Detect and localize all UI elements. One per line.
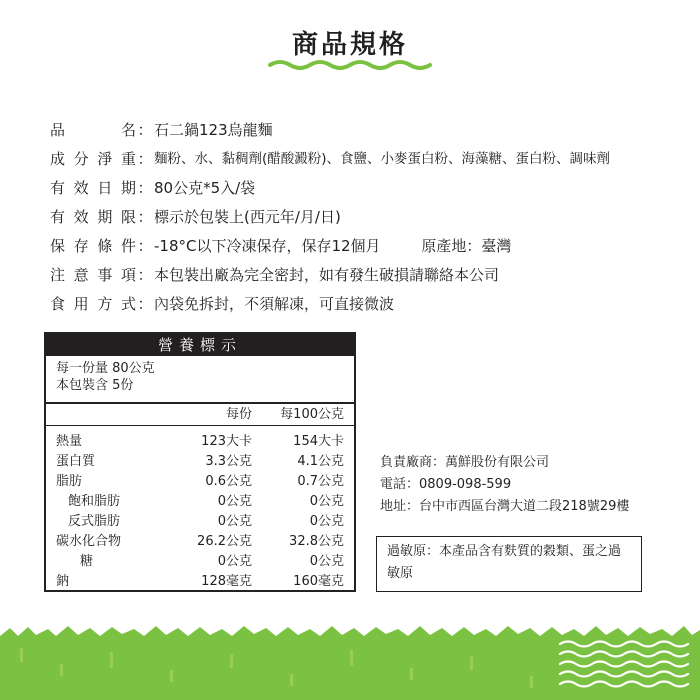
nutrient-per-serving: 123大卡 (201, 434, 252, 449)
nutrient-per-serving: 0公克 (217, 514, 252, 529)
nutrient-per-100g: 0公克 (309, 514, 344, 529)
nutrition-row (46, 472, 354, 492)
spec-value: 麵粉、水、黏稠劑(醋酸澱粉)、食鹽、小麥蛋白粉、海藻糖、蛋白粉、調味劑 (154, 151, 611, 167)
spec-row-usage (50, 290, 670, 319)
nutrition-row (46, 532, 354, 552)
spec-colon: ： (137, 266, 153, 284)
nutrient-name: 熱量 (56, 434, 83, 449)
spec-value: 80公克*5入/袋 (154, 179, 256, 197)
nutrient-per-100g: 154大卡 (293, 434, 344, 449)
spec-label: 注 意 事 項 (50, 266, 136, 284)
nutrition-row (46, 432, 354, 452)
nutrient-name: 反式脂肪 (68, 514, 121, 529)
nutrition-row (46, 552, 354, 572)
nutrient-per-serving: 0公克 (217, 494, 252, 509)
nutrition-row (46, 452, 354, 472)
spec-colon: ： (137, 179, 153, 197)
nutrient-name: 碳水化合物 (56, 534, 122, 549)
nutrition-facts-table (44, 332, 356, 592)
nutrient-name: 鈉 (56, 574, 70, 589)
nutrition-row (46, 512, 354, 532)
serving-size: 每一份量 80公克 (56, 361, 155, 376)
nutrient-name: 糖 (80, 554, 94, 569)
origin-text: 原產地：臺灣 (421, 237, 512, 255)
col-per-100g: 每100公克 (280, 407, 344, 422)
spec-value: 內袋免拆封，不須解凍，可直接微波 (154, 295, 395, 313)
spec-colon: ： (137, 150, 153, 168)
nutrient-per-100g: 32.8公克 (289, 534, 344, 549)
company-phone: 電話：0809-098-599 (380, 477, 512, 492)
spec-value: 石二鍋123烏龍麵 (154, 121, 273, 139)
page-title: 商品規格 (291, 30, 408, 60)
col-per-serving: 每份 (225, 407, 252, 422)
spec-label: 食 用 方 式 (50, 295, 136, 313)
spec-row-expiry (50, 203, 670, 232)
nutrient-per-100g: 4.1公克 (297, 454, 344, 469)
spec-label: 成 分 淨 重 (50, 150, 136, 168)
servings-per-package: 本包裝含 5份 (56, 378, 134, 393)
spec-value: 標示於包裝上(西元年/月/日) (154, 208, 341, 226)
nutrient-per-100g: 0公克 (309, 494, 344, 509)
spec-value: -18°C以下冷凍保存，保存12個月 (154, 237, 381, 255)
spec-colon: ： (137, 237, 153, 255)
nutrient-name: 蛋白質 (56, 454, 96, 469)
nutrient-name: 飽和脂肪 (68, 494, 121, 509)
nutrient-per-serving: 0.6公克 (205, 474, 252, 489)
nutrition-header: 營養標示 (46, 334, 354, 356)
company-info (380, 452, 680, 518)
spec-label: 有 效 期 限 (50, 208, 136, 226)
nutrient-per-serving: 128毫克 (201, 574, 252, 589)
nutrition-row (46, 492, 354, 512)
nutrition-row (46, 572, 354, 592)
nutrient-per-serving: 26.2公克 (197, 534, 252, 549)
title-wave-underline (268, 58, 432, 72)
grass-footer-decoration (0, 624, 700, 700)
company-address: 地址：台中市西區台灣大道二段218號29樓 (380, 499, 630, 514)
nutrient-name: 脂肪 (56, 474, 83, 489)
spec-row-date (50, 174, 670, 203)
nutrient-per-serving: 0公克 (217, 554, 252, 569)
nutrient-per-100g: 0公克 (309, 554, 344, 569)
spec-row-ingredients (50, 145, 670, 174)
spec-label: 保 存 條 件 (50, 237, 136, 255)
serving-info (46, 356, 354, 404)
nutrient-per-serving: 3.3公克 (205, 454, 252, 469)
nutrition-rows (46, 426, 354, 592)
nutrient-per-100g: 160毫克 (293, 574, 344, 589)
spec-label: 品 名 (50, 121, 136, 139)
spec-colon: ： (137, 295, 153, 313)
spec-row-name (50, 116, 670, 145)
spec-value: 本包裝出廠為完全密封，如有發生破損請聯絡本公司 (154, 266, 500, 284)
spec-label: 有 效 日 期 (50, 179, 136, 197)
nutrient-per-100g: 0.7公克 (297, 474, 344, 489)
spec-list (50, 116, 670, 319)
spec-colon: ： (137, 208, 153, 226)
company-maker: 負責廠商：萬鮮股份有限公司 (380, 455, 550, 470)
allergen-notice: 過敏原：本產品含有麩質的穀類、蛋之過敏原 (376, 536, 642, 592)
spec-row-notice (50, 261, 670, 290)
nutrition-column-headers (46, 404, 354, 426)
spec-colon: ： (137, 121, 153, 139)
spec-row-storage (50, 232, 670, 261)
